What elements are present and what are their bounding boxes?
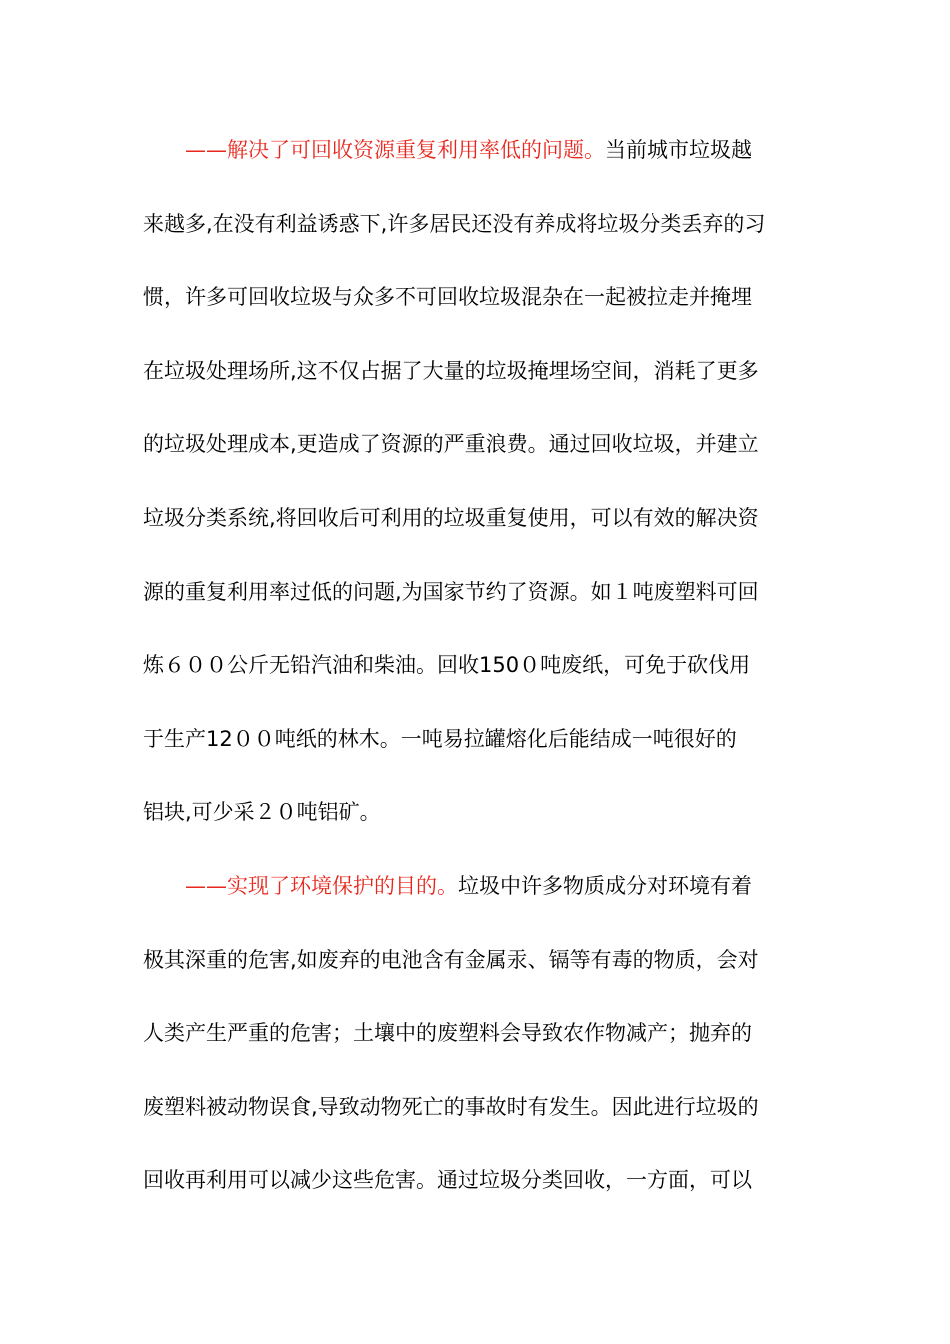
paragraph-1-line-5: 的垃圾处理成本,更造成了资源的严重浪费。通过回收垃圾，并建立: [143, 432, 759, 457]
paragraph-1-line-1: [143, 131, 808, 205]
paragraph-1-line-6: 垃圾分类系统,将回收后可利用的垃圾重复使用，可以有效的解决资: [143, 505, 759, 530]
paragraph-2-line-4: 废塑料被动物误食,导致动物死亡的事故时有发生。因此进行垃圾的: [143, 1094, 759, 1119]
paragraph-1-heading: ——解决了可回收资源重复利用率低的问题。: [185, 138, 605, 162]
paragraph-1-line-3: 惯，许多可回收垃圾与众多不可回收垃圾混杂在一起被拉走并掩埋: [143, 285, 752, 310]
paragraph-1-line-9: 于生产12００吨纸的林木。一吨易拉罐熔化后能结成一吨很好的: [143, 726, 737, 751]
paragraph-1-line-2: 来越多,在没有利益诱惑下,许多居民还没有养成将垃圾分类丢弃的习: [143, 211, 766, 236]
paragraph-1-line-8: 炼６００公斤无铅汽油和柴油。回收150０吨废纸，可免于砍伐用: [143, 653, 751, 678]
paragraph-2-line-5: 回收再利用可以减少这些危害。通过垃圾分类回收，一方面，可以: [143, 1168, 752, 1193]
paragraph-2-heading: ——实现了环境保护的目的。: [185, 873, 458, 898]
paragraph-2-text: 垃圾中许多物质成分对环境有着: [458, 873, 752, 898]
paragraph-2-line-2: 极其深重的危害,如废弃的电池含有金属汞、镉等有毒的物质，会对: [143, 947, 759, 972]
paragraph-2-line-1: [143, 867, 808, 941]
paragraph-1-line-10: 铝块,可少采２０吨铝矿。: [143, 800, 381, 825]
paragraph-2-line-3: 人类产生严重的危害；土壤中的废塑料会导致农作物减产；抛弃的: [143, 1021, 752, 1046]
paragraph-1-text: 当前城市垃圾越: [605, 138, 752, 162]
paragraph-1-line-4: 在垃圾处理场所,这不仅占据了大量的垃圾掩埋场空间，消耗了更多: [143, 358, 759, 383]
document-body: [143, 131, 808, 1235]
paragraph-1-line-7: 源的重复利用率过低的问题,为国家节约了资源。如１吨废塑料可回: [143, 579, 759, 604]
